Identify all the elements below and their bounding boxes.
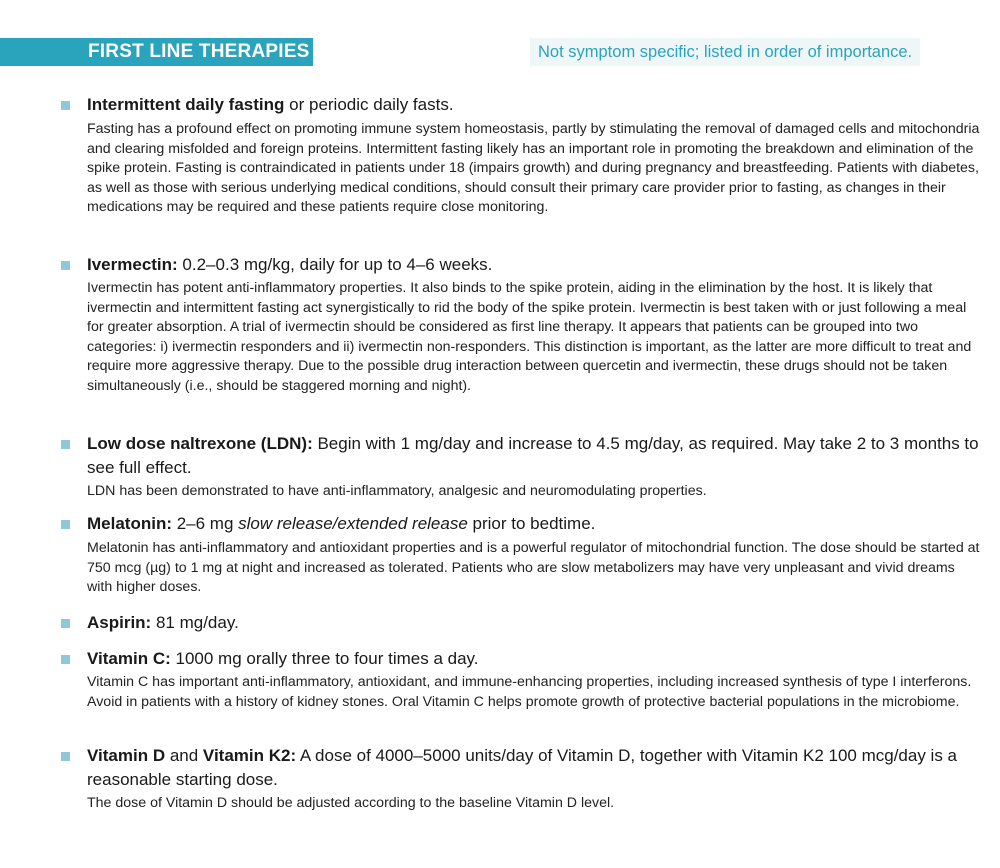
therapy-heading bbox=[87, 432, 982, 480]
therapy-dose: or periodic daily fasts. bbox=[284, 95, 454, 114]
therapy-dose: 2–6 mg bbox=[172, 514, 239, 533]
therapy-description: LDN has been demonstrated to have anti-inflammatory, analgesic and neuromodulating properties. bbox=[87, 483, 707, 499]
therapy-dose: 1000 mg orally three to four times a day. bbox=[170, 649, 479, 668]
section-header-bar bbox=[0, 38, 313, 66]
therapy-name: Low dose naltrexone (LDN): bbox=[87, 434, 313, 453]
therapy-heading bbox=[87, 647, 982, 671]
therapy-dose: 81 mg/day. bbox=[151, 613, 239, 632]
therapy-name: Aspirin: bbox=[87, 613, 152, 632]
section-title: FIRST LINE THERAPIES bbox=[88, 41, 310, 62]
bullet-square-icon bbox=[61, 261, 70, 270]
bullet-square-icon bbox=[61, 520, 70, 529]
therapy-dose: 0.2–0.3 mg/kg, daily for up to 4–6 weeks. bbox=[177, 255, 493, 274]
therapy-description: The dose of Vitamin D should be adjusted according to the baseline Vitamin D level. bbox=[87, 795, 615, 811]
therapy-heading bbox=[87, 611, 982, 635]
therapy-heading bbox=[87, 744, 982, 792]
therapy-description: Fasting has a profound effect on promoting immune system homeostasis, partly by stimulating the removal of damaged cells and mitochondria and clearing misfolded and foreign proteins. Intermittent fasting likely has an important role in promoting the breakdown and elimination of the spike protein. Fasting is contraindicated in patients under 18 (impairs growth) and during pregnancy and breastfeeding. Patients with diabetes, as well as those with serious underlying medical conditions, should consult their primary care provider prior to fasting, as changes in their medications may be required and these patients require close monitoring. bbox=[87, 121, 980, 215]
therapy-dose: Begin with 1 mg/day and increase to 4.5 mg/day, as required. May take 2 to 3 months to see full effect. bbox=[87, 434, 979, 477]
therapy-name: Vitamin D bbox=[87, 746, 166, 765]
bullet-square-icon bbox=[61, 101, 70, 110]
therapy-name: Intermittent daily fasting bbox=[87, 95, 285, 114]
bullet-square-icon bbox=[61, 655, 70, 664]
bullet-square-icon bbox=[61, 752, 70, 761]
bullet-square-icon bbox=[61, 619, 70, 628]
therapy-description: Ivermectin has potent anti-inflammatory properties. It also binds to the spike protein, aiding in the elimination by the host. It is likely that ivermectin and intermittent fasting act synergistically to rid the body of the spike protein. Ivermectin is best taken with or just following a meal for greater absorption. A trial of ivermectin should be considered as first line therapy. It appears that patients can be grouped into two categories: i) ivermectin responders and ii) ivermectin non-responders. This distinction is important, as the latter are more difficult to treat and require more aggressive therapy. Due to the possible drug interaction between quercetin and ivermectin, these drugs should not be taken simultaneously (i.e., should be staggered morning and night). bbox=[87, 280, 972, 394]
therapy-formulation: slow release/extended release bbox=[238, 514, 468, 533]
section-note: Not symptom specific; listed in order of importance. bbox=[530, 38, 920, 66]
therapy-description: Melatonin has anti-inflammatory and antioxidant properties and is a powerful regulator of mitochondrial function. The dose should be started at 750 mcg (µg) to 1 mg at night and increased as tolerated. Patients who are slow metabolizers may have very unpleasant and vivid dreams with higher doses. bbox=[87, 540, 980, 595]
therapy-description: Vitamin C has important anti-inflammatory, antioxidant, and immune-enhancing properties, including increased synthesis of type I interferons. Avoid in patients with a history of kidney stones. Oral Vitamin C helps promote growth of protective bacterial populations in the microbiome. bbox=[87, 674, 972, 710]
therapy-name-secondary: Vitamin K2: bbox=[202, 746, 297, 765]
therapy-name: Ivermectin: bbox=[87, 255, 178, 274]
therapy-timing: prior to bedtime. bbox=[467, 514, 596, 533]
therapy-name: Melatonin: bbox=[87, 514, 172, 533]
therapy-dose: A dose of 4000–5000 units/day of Vitamin D, together with Vitamin K2 100 mcg/day is a reasonable starting dose. bbox=[87, 746, 958, 789]
therapy-heading bbox=[87, 512, 982, 536]
therapy-connector: and bbox=[165, 746, 203, 765]
therapy-heading bbox=[87, 253, 982, 277]
therapy-name: Vitamin C: bbox=[87, 649, 171, 668]
therapy-heading bbox=[87, 93, 982, 117]
bullet-square-icon bbox=[61, 440, 70, 449]
